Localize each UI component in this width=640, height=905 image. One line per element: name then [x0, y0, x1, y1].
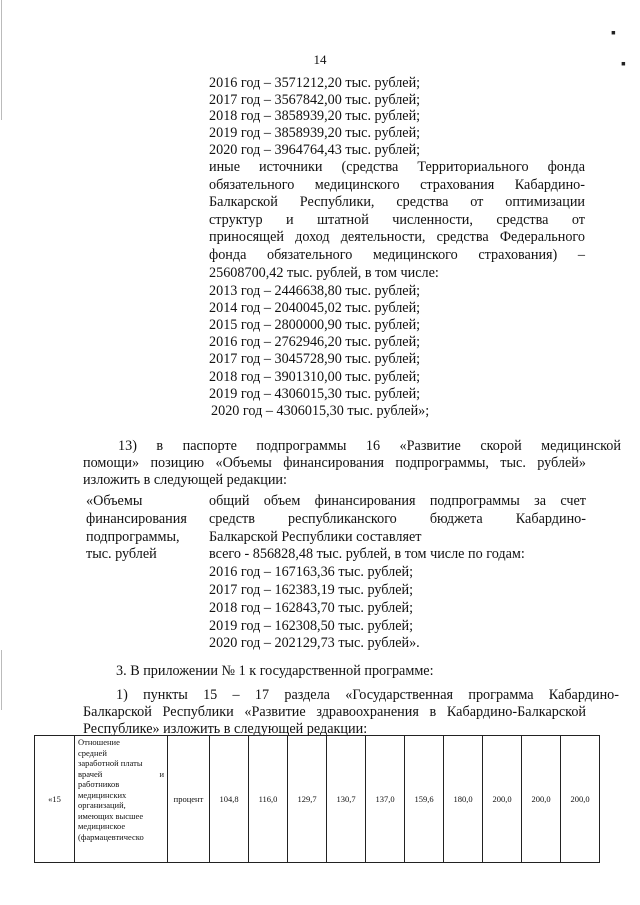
- page-number: 14: [313, 52, 327, 67]
- paragraph-line: Балкарской Республики «Развитие здравоохранения в Кабардино-Балкарской: [83, 704, 586, 721]
- year-line: 2015 год – 2800000,90 тыс. рублей;: [209, 317, 421, 334]
- value-cell: 137,0: [366, 736, 405, 863]
- description-line: общий объем финансирования подпрограммы за счет: [209, 493, 586, 509]
- description-line: Балкарской Республики составляет: [209, 528, 422, 545]
- indicator-table: [34, 735, 600, 863]
- description-line: 2019 год – 162308,50 тыс. рублей;: [209, 617, 414, 634]
- description-line: Отношение: [78, 737, 120, 747]
- year-line: 2019 год – 3858939,20 тыс. рублей;: [209, 125, 421, 142]
- value-cell: 159,6: [405, 736, 444, 863]
- scan-edge-mark: [1, 650, 2, 710]
- paragraph-line: иные источники (средства Территориального фонда: [209, 159, 585, 175]
- other-sources-total: 25608700,42 тыс. рублей, в том числе:: [209, 265, 439, 281]
- value-cell: 180,0: [444, 736, 483, 863]
- unit-cell: процент: [168, 736, 210, 863]
- section-3-heading: 3. В приложении № 1 к государственной программе:: [116, 663, 434, 679]
- label-line: «Объемы: [86, 493, 143, 509]
- description-line: заработной платы: [78, 758, 143, 768]
- description-line: организаций,: [78, 800, 126, 810]
- value-cell: 200,0: [522, 736, 561, 863]
- paragraph-line: приносящей доход деятельности, средства Федерального: [209, 229, 585, 246]
- description-line: работников: [78, 779, 120, 789]
- paragraph-line: фонда обязательного медицинского страхования) –: [209, 247, 585, 263]
- value-cell: 130,7: [327, 736, 366, 863]
- year-line: 2018 год – 3901310,00 тыс. рублей;: [209, 368, 421, 385]
- indicator-description: [75, 736, 168, 863]
- year-line: 2017 год – 3045728,90 тыс. рублей;: [209, 351, 421, 368]
- scan-dot: ▪: [621, 57, 626, 72]
- paragraph-line: помощи» позицию «Объемы финансирования подпрограммы, тыс. рублей»: [83, 455, 586, 472]
- year-line: 2020 год – 4306015,30 тыс. рублей»;: [211, 402, 430, 419]
- year-line: 2016 год – 3571212,20 тыс. рублей;: [209, 75, 421, 91]
- description-line: всего - 856828,48 тыс. рублей, в том числе по годам:: [209, 546, 525, 563]
- value-cell: 116,0: [249, 736, 288, 863]
- description-line: медицинское: [78, 821, 126, 831]
- description-line: врачей и: [78, 768, 164, 779]
- paragraph-line: Балкарской Республики, средства от оптимизации: [209, 194, 585, 211]
- year-line: 2017 год – 3567842,00 тыс. рублей;: [209, 91, 421, 108]
- year-line: 2018 год – 3858939,20 тыс. рублей;: [209, 108, 421, 125]
- paragraph-line: обязательного медицинского страхования Кабардино-: [209, 176, 585, 193]
- description-line: средней: [78, 747, 107, 758]
- paragraph-line: 1) пункты 15 – 17 раздела «Государственная программа Кабардино-: [116, 687, 619, 703]
- paragraph-line: изложить в следующей редакции:: [83, 472, 287, 489]
- label-line: подпрограммы,: [86, 528, 180, 545]
- year-line: 2016 год – 2762946,20 тыс. рублей;: [209, 334, 421, 351]
- row-number: «15: [35, 736, 75, 863]
- description-line: медицинских: [78, 789, 127, 800]
- year-line: 2020 год – 3964764,43 тыс. рублей;: [209, 141, 421, 158]
- paragraph-line: 13) в паспорте подпрограммы 16 «Развитие скорой медицинской: [118, 438, 621, 454]
- value-cell: 200,0: [483, 736, 522, 863]
- value-cell: 104,8: [210, 736, 249, 863]
- paragraph-line: структур и штатной численности, средства от: [209, 211, 585, 228]
- description-line: 2017 год – 162383,19 тыс. рублей;: [209, 582, 414, 598]
- label-line: финансирования: [86, 510, 187, 527]
- year-line: 2019 год – 4306015,30 тыс. рублей;: [209, 385, 421, 402]
- paragraph-line: Республике» изложить в следующей редакции:: [83, 721, 368, 738]
- value-cell: 200,0: [561, 736, 600, 863]
- value-cell: 129,7: [288, 736, 327, 863]
- description-line: 2018 год – 162843,70 тыс. рублей;: [209, 599, 414, 616]
- scan-dot: ▪: [611, 26, 616, 41]
- year-line: 2014 год – 2040045,02 тыс. рублей;: [209, 300, 421, 317]
- label-line: тыс. рублей: [86, 546, 157, 563]
- description-line: 2020 год – 202129,73 тыс. рублей».: [209, 635, 420, 652]
- description-line: имеющих высшее: [78, 810, 144, 821]
- description-line: (фармацевтическо: [78, 831, 144, 842]
- description-line: средств республиканского бюджета Кабардино-: [209, 510, 586, 527]
- table-row: [35, 736, 600, 863]
- year-line: 2013 год – 2446638,80 тыс. рублей;: [209, 283, 421, 299]
- description-line: 2016 год – 167163,36 тыс. рублей;: [209, 564, 414, 581]
